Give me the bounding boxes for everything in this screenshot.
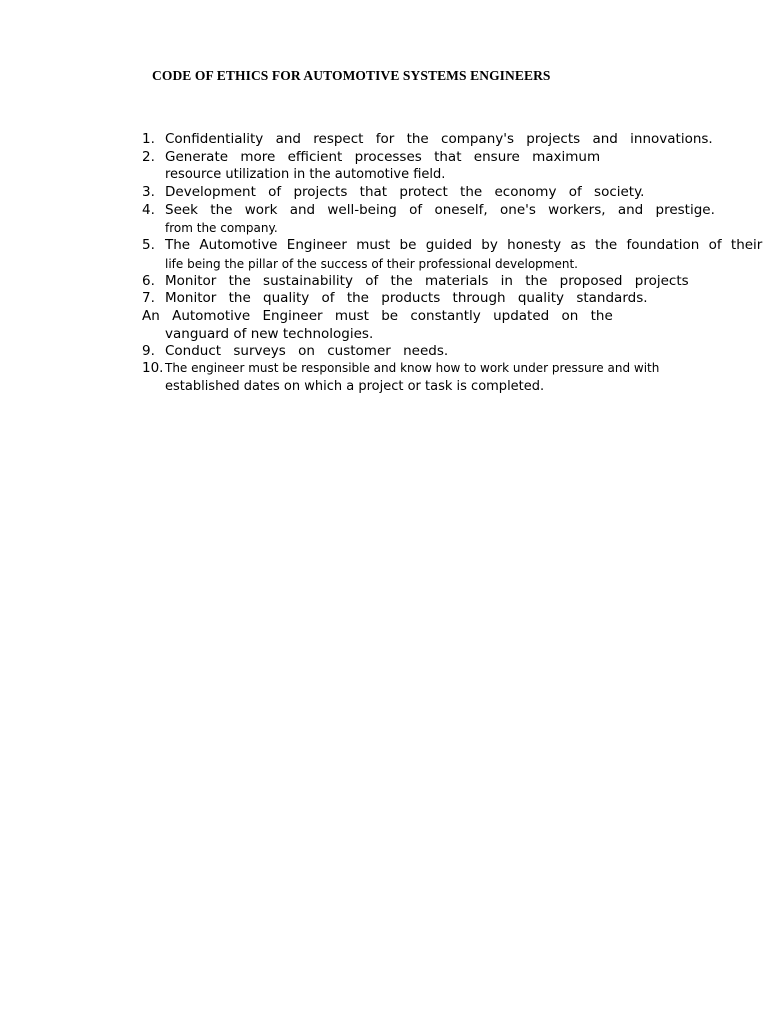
item-text: Conduct surveys on customer needs. (165, 343, 449, 359)
item-text: Confidentiality and respect for the company's projects and innovations. (165, 131, 713, 147)
item-text: Monitor the quality of the products through quality standards. (165, 290, 648, 306)
item-number: 6. (142, 273, 155, 289)
item-text: Development of projects that protect the economy of society. (165, 184, 645, 200)
item-number: 5. (142, 237, 155, 253)
item-number: 1. (142, 131, 155, 147)
item-continuation: vanguard of new technologies. (165, 326, 374, 342)
item-text: An Automotive Engineer must be constantly updated on the (142, 308, 613, 324)
item-continuation: established dates on which a project or task is completed. (165, 379, 545, 394)
item-continuation: resource utilization in the automotive field. (165, 167, 446, 182)
item-number: 10. (142, 360, 164, 376)
item-number: 9. (142, 343, 155, 359)
item-number: 3. (142, 184, 155, 200)
item-number: 7. (142, 290, 155, 306)
item-text: Monitor the sustainability of the materials in the proposed projects (165, 273, 689, 289)
item-continuation: life being the pillar of the success of their professional development. (165, 257, 578, 271)
item-text: The Automotive Engineer must be guided by honesty as the foundation of their (165, 237, 763, 253)
item-number: 4. (142, 202, 155, 218)
item-text: Generate more efficient processes that ensure maximum (165, 149, 601, 165)
document-title: CODE OF ETHICS FOR AUTOMOTIVE SYSTEMS ENGINEERS (152, 68, 551, 83)
item-text: Seek the work and well-being of oneself, one's workers, and prestige. (165, 202, 715, 218)
item-continuation: from the company. (165, 221, 278, 235)
item-text: The engineer must be responsible and know how to work under pressure and with (165, 361, 660, 375)
item-number: 2. (142, 149, 155, 165)
